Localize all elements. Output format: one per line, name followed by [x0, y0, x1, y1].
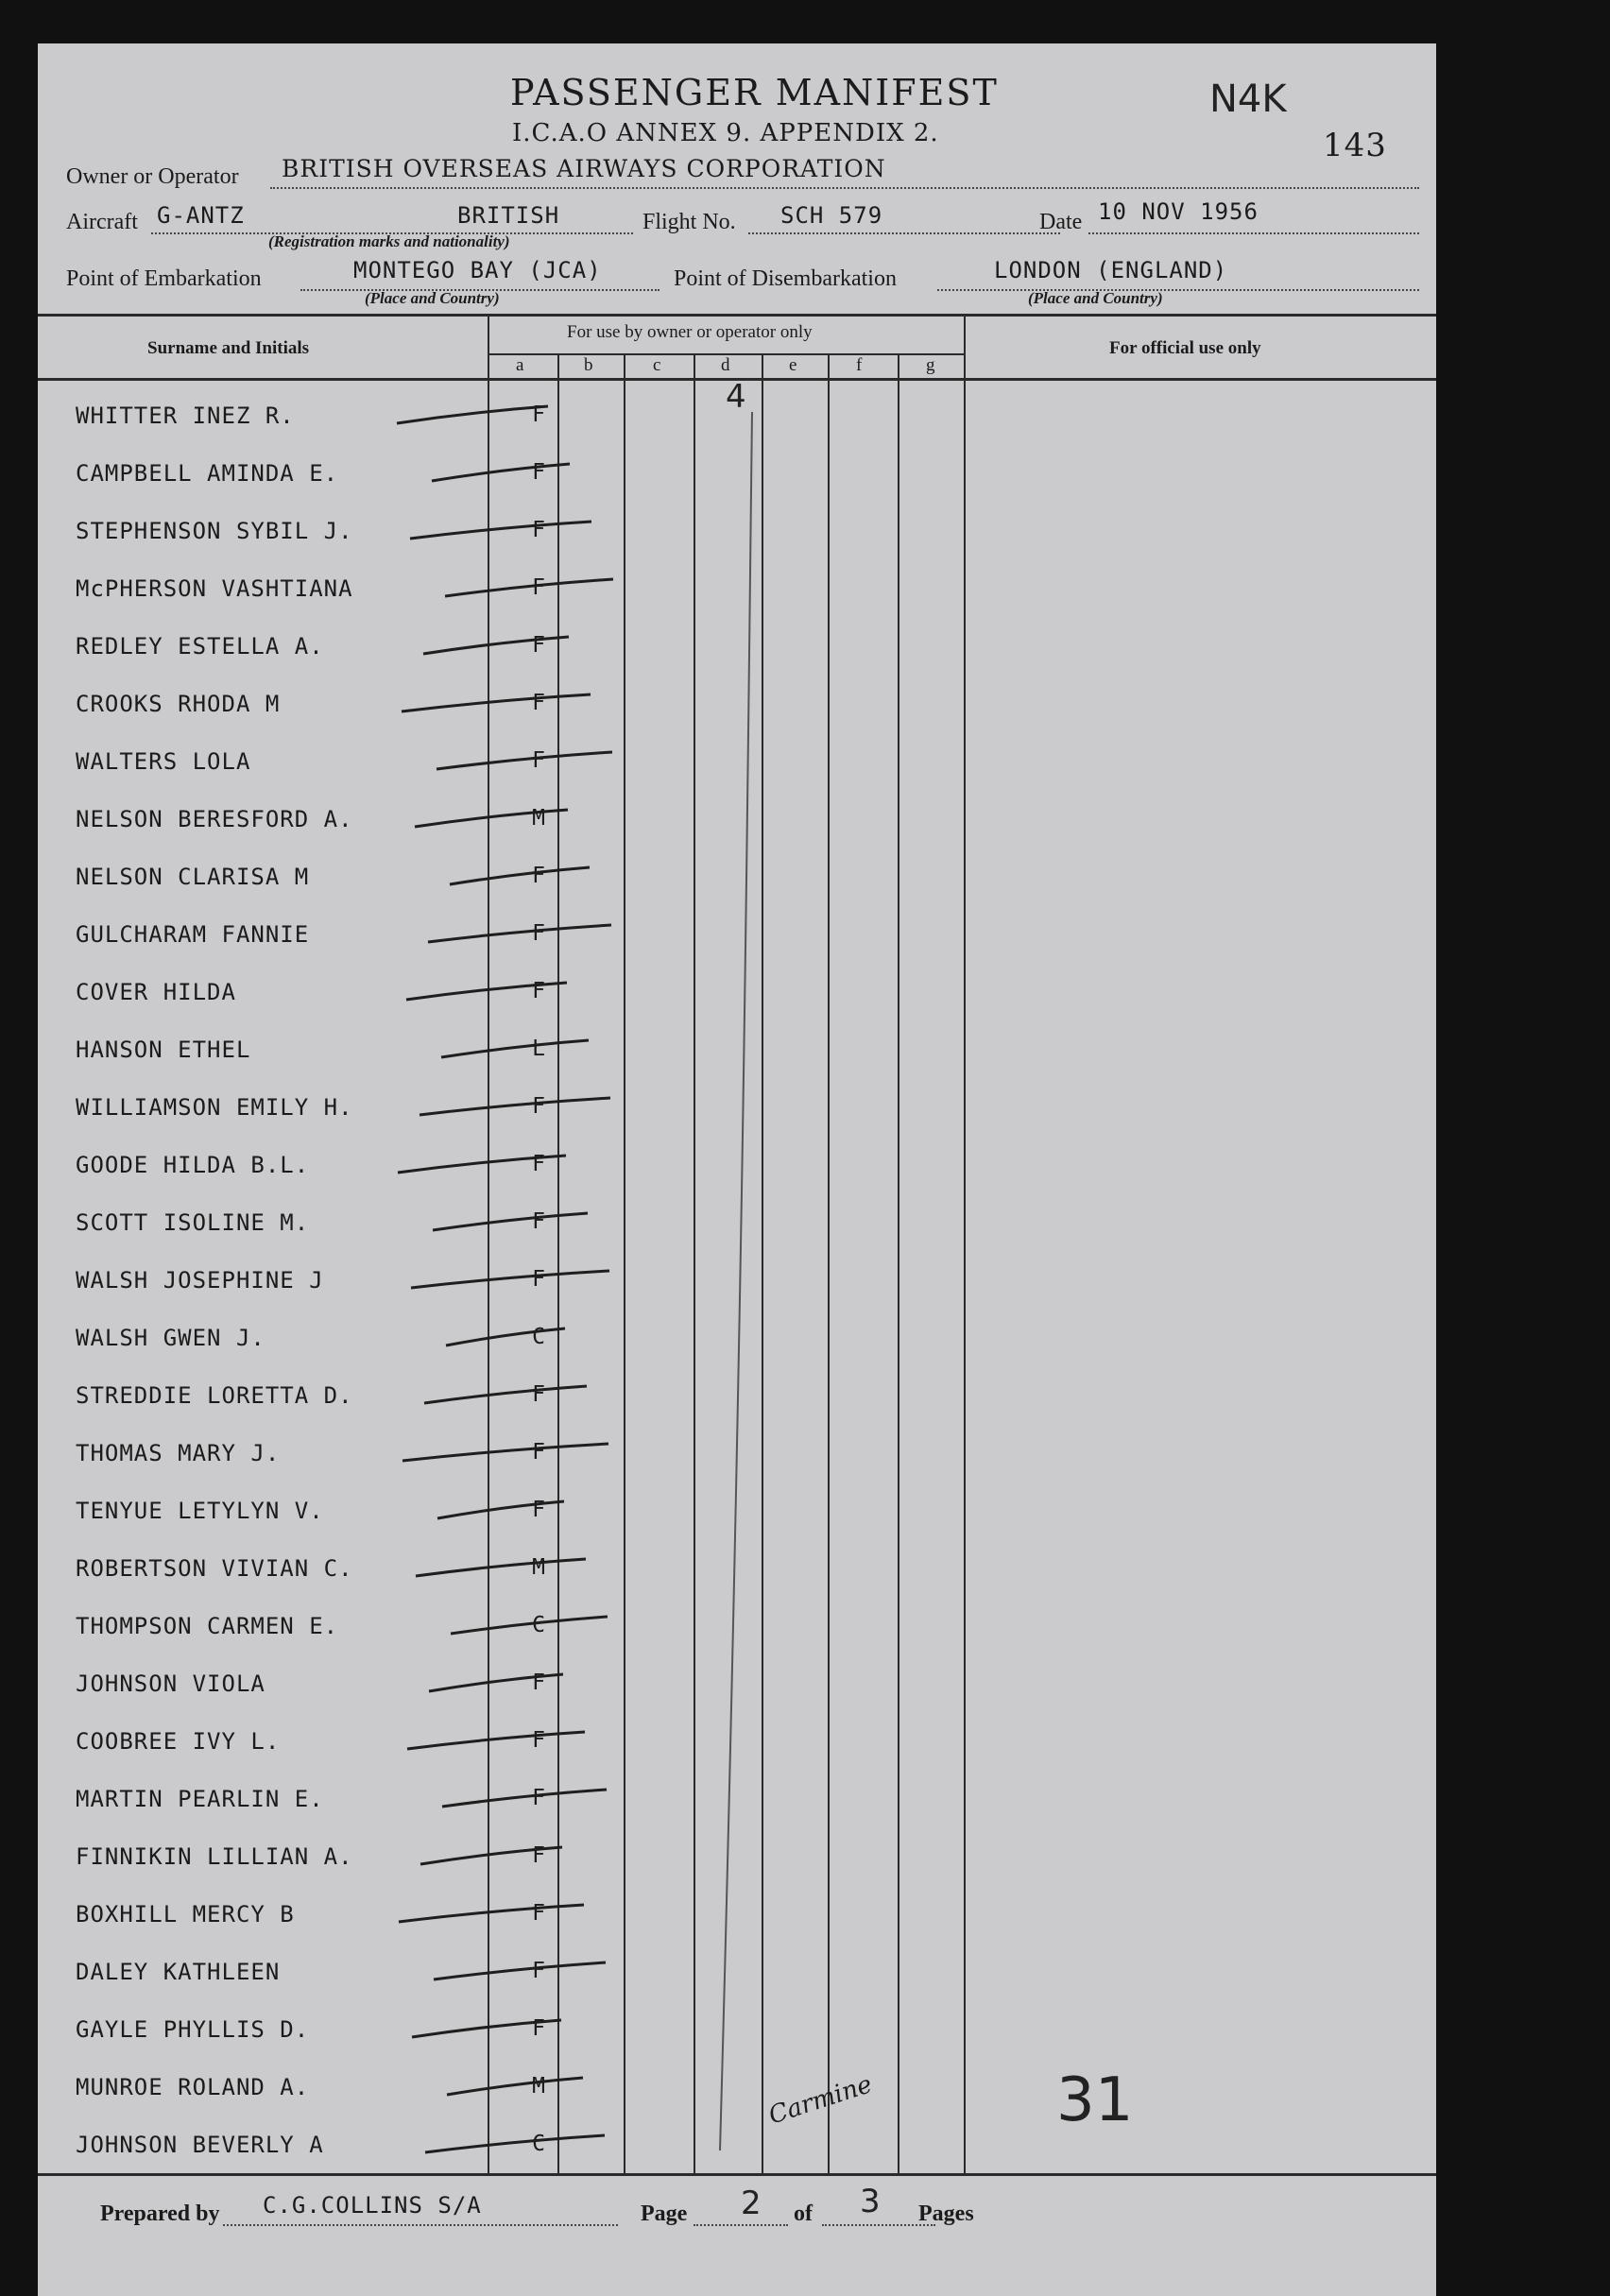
- col-c-header: c: [653, 355, 661, 375]
- col-d-header: d: [721, 355, 730, 375]
- tick-mark: [442, 1790, 607, 1807]
- passenger-name: REDLEY ESTELLA A.: [76, 633, 324, 660]
- tick-mark: [450, 867, 590, 884]
- passenger-code: F: [532, 1498, 545, 1522]
- page-value: 2: [741, 2185, 762, 2222]
- registration-caption: (Registration marks and nationality): [268, 232, 510, 250]
- manifest-subtitle: I.C.A.O ANNEX 9. APPENDIX 2.: [512, 119, 939, 147]
- date-label: Date: [1039, 210, 1083, 234]
- passenger-code: C: [532, 1325, 545, 1349]
- tick-mark: [397, 406, 548, 423]
- tick-mark: [428, 925, 611, 942]
- passenger-name: WALSH JOSEPHINE J: [76, 1267, 324, 1294]
- date-value: 10 NOV 1956: [1098, 198, 1259, 225]
- passenger-name: GOODE HILDA B.L.: [76, 1152, 310, 1178]
- sheet-number: 143: [1323, 127, 1387, 164]
- passenger-name: CROOKS RHODA M: [76, 691, 281, 717]
- passenger-code: F: [532, 1152, 545, 1176]
- aircraft-value: G-ANTZ: [157, 202, 245, 229]
- passenger-name: JOHNSON VIOLA: [76, 1671, 265, 1697]
- passenger-code: F: [532, 1786, 545, 1810]
- embarkation-value: MONTEGO BAY (JCA): [353, 257, 602, 283]
- passenger-name: NELSON BERESFORD A.: [76, 806, 353, 832]
- manifest-sheet: [38, 43, 1436, 2296]
- official-header: For official use only: [1109, 338, 1261, 358]
- embarkation-caption: (Place and Country): [365, 289, 500, 307]
- passenger-name: WILLIAMSON EMILY H.: [76, 1094, 353, 1121]
- tick-mark: [415, 810, 568, 827]
- tick-mark: [437, 1501, 564, 1518]
- passenger-name: THOMAS MARY J.: [76, 1440, 281, 1466]
- passenger-name: McPHERSON VASHTIANA: [76, 575, 353, 602]
- passenger-code: F: [532, 633, 545, 658]
- tick-mark: [424, 1386, 587, 1403]
- tick-mark: [437, 752, 612, 769]
- col-d-pen-line: [720, 412, 752, 2150]
- passenger-code: L: [532, 1037, 545, 1061]
- of-value: 3: [860, 2183, 881, 2220]
- prepared-value: C.G.COLLINS S/A: [263, 2192, 482, 2219]
- prepared-label: Prepared by: [100, 2202, 220, 2226]
- tick-mark: [445, 579, 613, 596]
- col-d-mark: 4: [726, 378, 746, 416]
- passenger-code: F: [532, 691, 545, 715]
- passenger-code: C: [532, 2132, 545, 2156]
- tick-mark: [429, 1674, 563, 1691]
- passenger-name: STEPHENSON SYBIL J.: [76, 518, 353, 544]
- aircraft-label: Aircraft: [66, 210, 138, 234]
- passenger-code: F: [532, 1959, 545, 1983]
- tick-mark: [423, 637, 569, 654]
- col-a-header: a: [516, 355, 524, 375]
- tick-mark: [402, 694, 591, 711]
- col-f-header: f: [856, 355, 863, 375]
- nationality-value: BRITISH: [457, 202, 560, 229]
- flight-label: Flight No.: [642, 210, 736, 234]
- tick-mark: [434, 1962, 606, 1979]
- passenger-code: F: [532, 1901, 545, 1926]
- passenger-code: F: [532, 1671, 545, 1695]
- tick-mark: [416, 1559, 586, 1576]
- prepared-line: [223, 2224, 618, 2226]
- passenger-code: F: [532, 1440, 545, 1465]
- col-e-header: e: [789, 355, 797, 375]
- disembarkation-caption: (Place and Country): [1028, 289, 1163, 307]
- tick-mark: [420, 1098, 610, 1115]
- disembarkation-label: Point of Disembarkation: [674, 266, 897, 291]
- passenger-name: COVER HILDA: [76, 979, 236, 1005]
- passenger-name: CAMPBELL AMINDA E.: [76, 460, 339, 487]
- col-b-header: b: [584, 355, 593, 375]
- passenger-code: M: [532, 806, 545, 831]
- passenger-code: F: [532, 921, 545, 946]
- passenger-code: M: [532, 2074, 545, 2099]
- passenger-code: F: [532, 1267, 545, 1292]
- tick-mark: [420, 1847, 562, 1864]
- disembarkation-value: LONDON (ENGLAND): [994, 257, 1228, 283]
- passenger-name: SCOTT ISOLINE M.: [76, 1209, 310, 1236]
- passenger-code: F: [532, 1094, 545, 1119]
- passenger-code: F: [532, 1209, 545, 1234]
- name-header: Surname and Initials: [147, 338, 310, 358]
- tick-mark: [441, 1040, 589, 1057]
- pages-label: Pages: [918, 2202, 974, 2226]
- passenger-name: NELSON CLARISA M: [76, 864, 310, 890]
- passenger-code: F: [532, 2016, 545, 2041]
- owner-label: Owner or Operator: [66, 164, 239, 189]
- passenger-name: MUNROE ROLAND A.: [76, 2074, 310, 2100]
- passenger-name: WHITTER INEZ R.: [76, 403, 295, 429]
- tick-mark: [399, 1905, 584, 1922]
- tick-mark: [425, 2135, 605, 2152]
- passenger-name: WALSH GWEN J.: [76, 1325, 265, 1351]
- passenger-code: F: [532, 1728, 545, 1753]
- tick-mark: [446, 1328, 565, 1345]
- passenger-name: GULCHARAM FANNIE: [76, 921, 310, 948]
- tick-mark: [447, 2078, 583, 2095]
- owner-use-header: For use by owner or operator only: [567, 322, 813, 342]
- passenger-name: DALEY KATHLEEN: [76, 1959, 281, 1985]
- passenger-name: BOXHILL MERCY B: [76, 1901, 295, 1928]
- owner-value: BRITISH OVERSEAS AIRWAYS CORPORATION: [282, 155, 886, 182]
- table-bottom-rule: [38, 2173, 1436, 2176]
- of-label: of: [794, 2202, 813, 2226]
- passenger-code: M: [532, 1555, 545, 1580]
- passenger-name: GAYLE PHYLLIS D.: [76, 2016, 310, 2043]
- passenger-name: ROBERTSON VIVIAN C.: [76, 1555, 353, 1582]
- total-note: 31: [1056, 2065, 1134, 2135]
- passenger-name: MARTIN PEARLIN E.: [76, 1786, 324, 1812]
- passenger-code: F: [532, 1382, 545, 1407]
- col-g-header: g: [926, 355, 935, 375]
- page-label: Page: [641, 2202, 688, 2226]
- passenger-code: F: [532, 864, 545, 888]
- tick-mark: [411, 1271, 609, 1288]
- signature: Carmine: [765, 2070, 876, 2131]
- passenger-name: STREDDIE LORETTA D.: [76, 1382, 353, 1409]
- passenger-code: F: [532, 748, 545, 773]
- tick-mark: [398, 1156, 566, 1173]
- tick-mark: [407, 1732, 585, 1749]
- passenger-code: F: [532, 979, 545, 1003]
- passenger-name: WALTERS LOLA: [76, 748, 251, 775]
- passenger-code: F: [532, 1843, 545, 1868]
- tick-mark: [412, 2020, 561, 2037]
- tick-mark: [410, 522, 591, 539]
- passenger-name: JOHNSON BEVERLY A: [76, 2132, 324, 2158]
- tick-mark: [451, 1617, 608, 1634]
- tick-mark: [402, 1444, 608, 1461]
- passenger-name: COOBREE IVY L.: [76, 1728, 281, 1755]
- passenger-name: THOMPSON CARMEN E.: [76, 1613, 339, 1639]
- manifest-title: PASSENGER MANIFEST: [510, 72, 999, 113]
- corner-note: N4K: [1209, 77, 1287, 121]
- passenger-code: F: [532, 403, 545, 427]
- page-line: [694, 2224, 788, 2226]
- tick-mark: [433, 1213, 588, 1230]
- passenger-name: FINNIKIN LILLIAN A.: [76, 1843, 353, 1870]
- embarkation-label: Point of Embarkation: [66, 266, 262, 291]
- passenger-name: HANSON ETHEL: [76, 1037, 251, 1063]
- passenger-code: F: [532, 518, 545, 542]
- tick-mark: [432, 464, 570, 481]
- passenger-name: TENYUE LETYLYN V.: [76, 1498, 324, 1524]
- passenger-code: C: [532, 1613, 545, 1637]
- flight-value: SCH 579: [780, 202, 883, 229]
- tick-mark: [406, 983, 567, 1000]
- passenger-code: F: [532, 575, 545, 600]
- passenger-code: F: [532, 460, 545, 485]
